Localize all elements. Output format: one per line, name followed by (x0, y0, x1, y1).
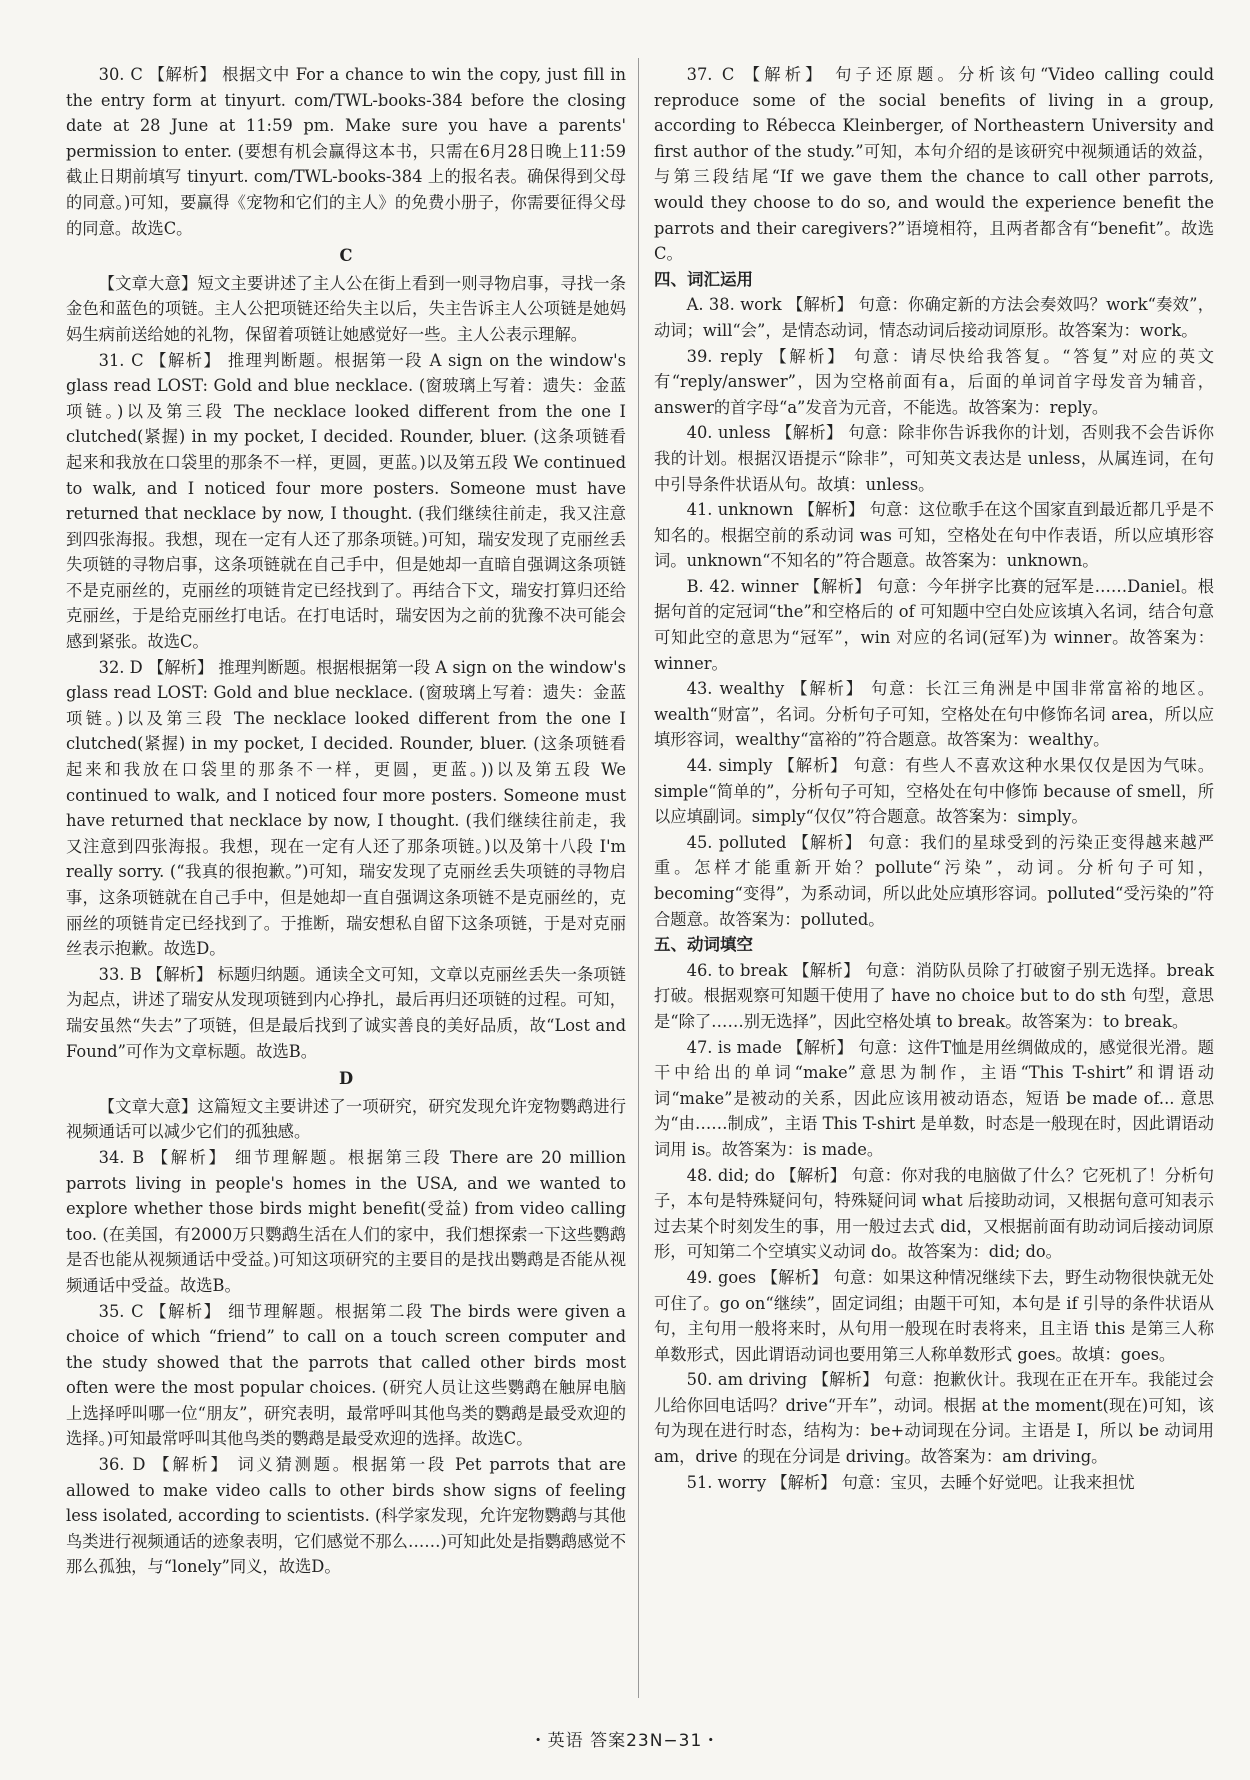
answer-paragraph: 43. wealthy 【解析】 句意：长江三角洲是中国非常富裕的地区。wealth“财富”，名词。分析句子可知，空格处在句中修饰名词 area，所以应填形容词，wealthy“富裕的”符合题意。故答案为：wealthy。 (654, 679, 1214, 750)
answer-paragraph: 47. is made 【解析】 句意：这件T恤是用丝绸做成的，感觉很光滑。题干中给出的单词“make”意思为制作，主语“This T-shirt”和谓语动词“make”是被动的关系，因此应该用被动语态，短语 be made of... 意思为“由……制成”，主语 This T-shirt 是单数，时态是一般现在时，因此谓语动词用 is。故答案为：is made。 (654, 1037, 1214, 1159)
answer-paragraph: 34. B 【解析】 细节理解题。根据第三段 There are 20 million parrots living in people's homes in the USA, and we wanted to explore whether those birds might benefit(受益) from video calling too. (在美国，有2000万只鹦鹉生活在人们的家中，我们想探索一下这些鹦鹉是否也能从视频通话中受益。)可知这项研究的主要目的是找出鹦鹉是否能从视频通话中受益。故选B。 (66, 1147, 626, 1295)
answer-paragraph: 【文章大意】这篇短文主要讲述了一项研究，研究发现允许宠物鹦鹉进行视频通话可以减少它们的孤独感。 (66, 1096, 626, 1142)
answer-paragraph: 51. worry 【解析】 句意：宝贝，去睡个好觉吧。让我来担忧 (686, 1472, 1135, 1492)
answer-paragraph: 40. unless 【解析】 句意：除非你告诉我你的计划，否则我不会告诉你我的计划。根据汉语提示“除非”，可知英文表达是 unless，从属连词，在句中引导条件状语从句。故填：unless。 (654, 423, 1214, 494)
right-column (654, 62, 1214, 1495)
answer-paragraph: 【文章大意】短文主要讲述了主人公在街上看到一则寻物启事，寻找一条金色和蓝色的项链。主人公把项链还给失主以后，失主告诉主人公项链是她妈妈生病前送给她的礼物，保留着项链让她感觉好一些。主人公表示理解。 (66, 273, 626, 344)
answer-paragraph: 44. simply 【解析】 句意：有些人不喜欢这种水果仅仅是因为气味。simple“简单的”，分析句子可知，空格处在句中修饰 because of smell，所以应填副词。simply“仅仅”符合题意。故答案为：simply。 (654, 756, 1214, 827)
section-heading: 四、词汇运用 (654, 269, 753, 289)
answer-paragraph: 49. goes 【解析】 句意：如果这种情况继续下去，野生动物很快就无处可住了。go on“继续”，固定词组；由题干可知，本句是 if 引导的条件状语从句，主句用一般将来时，从句用一般现在时表将来，且主语 this 是第三人称单数形式，因此谓语动词也要用第三人称单数形式 goes。故填：goes。 (654, 1267, 1214, 1364)
answer-paragraph: 31. C 【解析】 推理判断题。根据第一段 A sign on the window's glass read LOST: Gold and blue necklace. (窗玻璃上写着：遗失：金蓝项链。)以及第三段 The necklace looked different from the one I clutched(紧握) in my pocket, I decided. Rounder, bluer. (这条项链看起来和我放在口袋里的那条不一样，更圆，更蓝。)以及第五段 We continued to walk, and I noticed four more posters. Someone must have returned that necklace by now, I thought. (我们继续往前走，我又注意到四张海报。我想，现在一定有人还了那条项链。)可知，瑞安发现了克丽丝丢失项链的寻物启事，这条项链就在自己手中，但是她却一直暗自强调这条项链不是克丽丝的，克丽丝的项链肯定已经找到了。再结合下文，瑞安打算归还给克丽丝，于是给克丽丝打电话。在打电话时，瑞安因为之前的犹豫不决可能会感到紧张。故选C。 (66, 350, 626, 652)
answer-paragraph: 48. did; do 【解析】 句意：你对我的电脑做了什么？它死机了！分析句子，本句是特殊疑问句，特殊疑问词 what 后接助动词，又根据句意可知表示过去某个时刻发生的事，用一般过去式 did，又根据前面有助动词后接动词原形，可知第二个空填实义动词 do。故答案为：did; do。 (654, 1165, 1214, 1262)
answer-paragraph: 41. unknown 【解析】 句意：这位歌手在这个国家直到最近都几乎是不知名的。根据空前的系动词 was 可知，空格处在句中作表语，所以应填形容词。unknown“不知名的”符合题意。故答案为：unknown。 (654, 500, 1214, 571)
answer-paragraph: 50. am driving 【解析】 句意：抱歉伙计。我现在正在开车。我能过会儿给你回电话吗？drive“开车”，动词。根据 at the moment(现在)可知，该句为现在进行时态，结构为：be+动词现在分词。主语是 I，所以 be 动词用 am，drive 的现在分词是 driving。故答案为：am driving。 (654, 1370, 1214, 1467)
answer-paragraph: 32. D 【解析】 推理判断题。根据根据第一段 A sign on the window's glass read LOST: Gold and blue necklace. (窗玻璃上写着：遗失：金蓝项链。)以及第三段 The necklace looked different from the one I clutched(紧握) in my pocket, I decided. Rounder, bluer. (这条项链看起来和我放在口袋里的那条不一样，更圆，更蓝。))以及第五段 We continued to walk, and I noticed four more posters. Someone must have returned that necklace by now, I thought. (我们继续往前走，我又注意到四张海报。我想，现在一定有人还了那条项链。)以及第十八段 I'm really sorry. (“我真的很抱歉。”)可知，瑞安发现了克丽丝丢失项链的寻物启事，这条项链就在自己手中，但是她却一直自强调这条项链不是克丽丝的，克丽丝的项链肯定已经找到了。于推断，瑞安想私自留下这条项链，于是对克丽丝表示抱歉。故选D。 (66, 657, 626, 959)
column-divider (638, 58, 639, 1698)
section-letter-heading: C (339, 246, 353, 266)
answer-paragraph: 35. C 【解析】 细节理解题。根据第二段 The birds were given a choice of which “friend” to call on a touch screen computer and the study showed that the parrots that called other birds most often were the most popular choices. (研究人员让这些鹦鹉在触屏电脑上选择呼叫哪一位“朋友”，研究表明，最常呼叫其他鸟类的鹦鹉是最受欢迎的选择。)可知最常呼叫其他鸟类的鹦鹉是最受欢迎的选择。故选C。 (66, 1301, 626, 1449)
page-footer: ・英语 答案23N−31・ (529, 1731, 721, 1751)
answer-page (40, 0, 1220, 1780)
answer-paragraph: 39. reply 【解析】 句意：请尽快给我答复。“答复”对应的英文有“reply/answer”，因为空格前面有a，后面的单词首字母发音为辅音，answer的首字母“a”发音为元音，不能选。故答案为：reply。 (654, 346, 1214, 417)
answer-paragraph: B. 42. winner 【解析】 句意：今年拼字比赛的冠军是……Daniel。根据句首的定冠词“the”和空格后的 of 可知题中空白处应该填入名词，结合句意可知此空的意思为“冠军”，win 对应的名词(冠军)为 winner。故答案为：winner。 (654, 576, 1214, 673)
answer-paragraph: 33. B 【解析】 标题归纳题。通读全文可知，文章以克丽丝丢失一条项链为起点，讲述了瑞安从发现项链到内心挣扎，最后再归还项链的过程。可知，瑞安虽然“失去”了项链，但是最后找到了诚实善良的美好品质，故“Lost and Found”可作为文章标题。故选B。 (66, 964, 626, 1061)
answer-paragraph: 45. polluted 【解析】 句意：我们的星球受到的污染正变得越来越严重。怎样才能重新开始？pollute“污染”，动词。分析句子可知，becoming“变得”，为系动词，所以此处应填形容词。polluted“受污染的”符合题意。故答案为：polluted。 (654, 832, 1214, 929)
section-heading: 五、动词填空 (654, 935, 753, 955)
answer-paragraph: 37. C 【解析】 句子还原题。分析该句“Video calling could reproduce some of the social benefits of living in a group, according to Rébecca Kleinberger, of Northeastern University and first author of the study.”可知，本句介绍的是该研究中视频通话的效益，与第三段结尾“If we gave them the chance to call other parrots, would they choose to do so, and would the experience benefit the parrots and their caregivers?”语境相符，且两者都含有“benefit”。故选C。 (654, 65, 1214, 264)
answer-paragraph: 36. D 【解析】 词义猜测题。根据第一段 Pet parrots that are allowed to make video calls to other birds show signs of feeling less isolated, according to scientists. (科学家发现，允许宠物鹦鹉与其他鸟类进行视频通话的迹象表明，它们感觉不那么……)可知此处是指鹦鹉感觉不那么孤独，与“lonely”同义，故选D。 (66, 1455, 626, 1577)
answer-paragraph: 30. C 【解析】 根据文中 For a chance to win the copy, just fill in the entry form at tinyurt. com/TWL-books-384 before the closing date at 28 June at 11:59 pm. Make sure you have a parents' permission to enter. (要想有机会赢得这本书，只需在6月28日晚上11:59截止日期前填写 tinyurt. com/TWL-books-384 上的报名表。确保得到父母的同意。)可知，要赢得《宠物和它们的主人》的免费小册子，你需要征得父母的同意。故选C。 (66, 65, 626, 238)
answer-paragraph: 46. to break 【解析】 句意：消防队员除了打破窗子别无选择。break 打破。根据观察可知题干使用了 have no choice but to do sth 句型，意思是“除了……别无选择”，因此空格处填 to break。故答案为：to break。 (654, 960, 1214, 1031)
section-letter-heading: D (338, 1069, 354, 1089)
answer-paragraph: A. 38. work 【解析】 句意：你确定新的方法会奏效吗？work“奏效”，动词；will“会”，是情态动词，情态动词后接动词原形。故答案为：work。 (654, 295, 1214, 340)
left-column (66, 62, 626, 1580)
